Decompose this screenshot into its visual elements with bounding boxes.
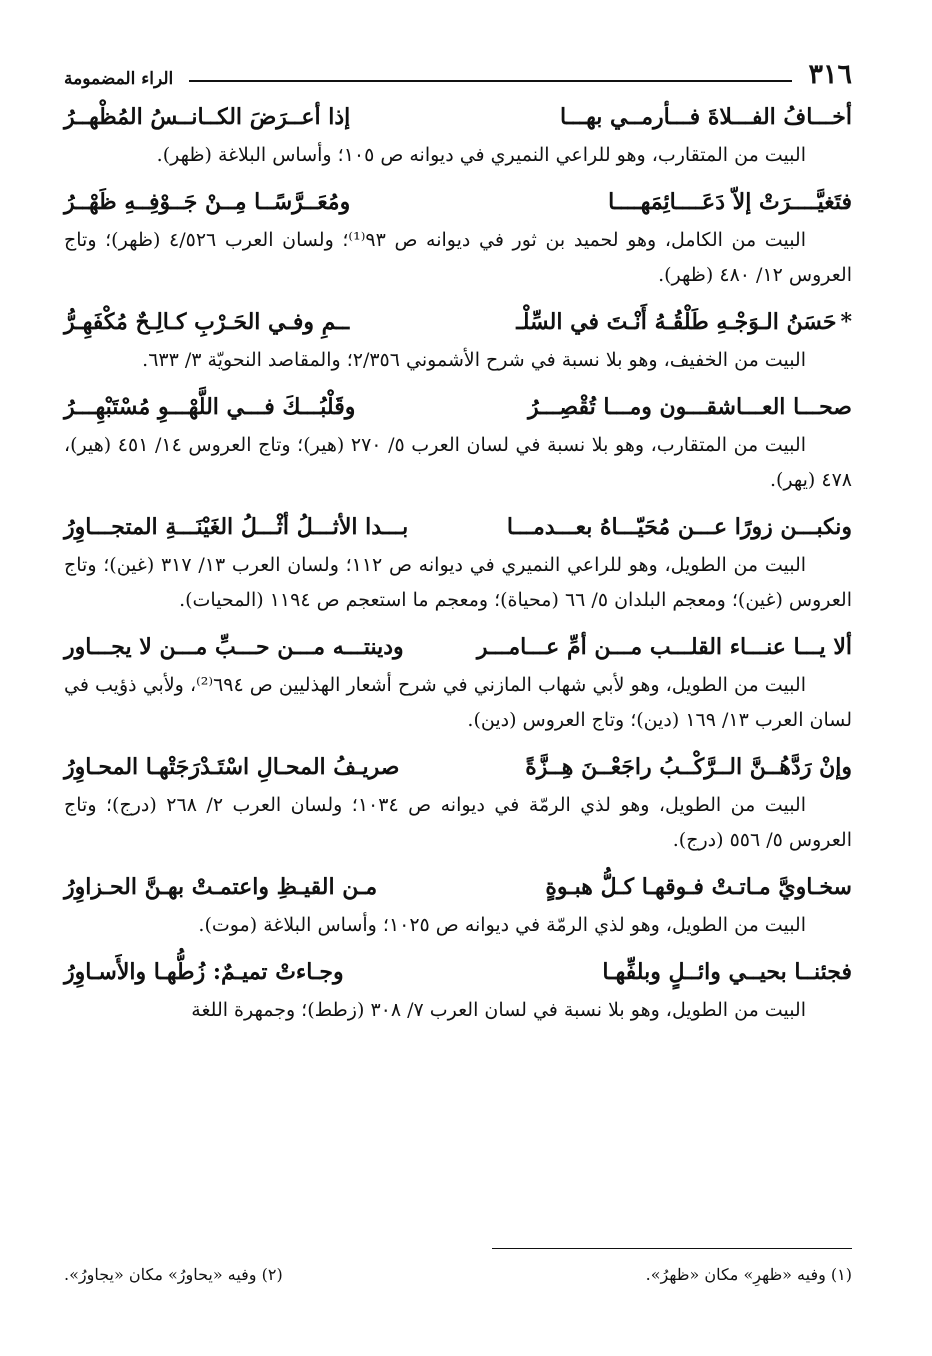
- verse-entry: [64, 626, 852, 738]
- verse-first-text: فتَغيَّــــرَتْ إلاّ دَعَــــائِمَهــــا: [608, 189, 852, 215]
- verse-first-text: سخـاويَّ مـاتـتْ فـوقهـا كـلُّ هبـوةٍ: [545, 874, 852, 900]
- verse-first-hemistich: [477, 626, 852, 668]
- star-marker: *: [840, 309, 852, 335]
- verse-second-hemistich: ــمِ وفـي الحَـرْبِ كـالِـحٌ مُكْفَهِـرُّ: [64, 309, 350, 335]
- verse-line: [64, 626, 852, 668]
- citation-note: البيت من الخفيف، وهو بلا نسبة في شرح الأشموني ٢/٣٥٦؛ والمقاصد النحويّة ٣/ ٦٣٣.: [142, 349, 806, 371]
- footnote-rule: [492, 1248, 852, 1249]
- citation-note: البيت من الكامل، وهو لحميد بن ثور في ديوانه ص ٩٣⁽¹⁾؛ ولسان العرب ٤/٥٢٦ (ظهر)؛ وتاج العروس ١٢/ ٤٨٠ (ظهر).: [64, 229, 852, 286]
- verse-second-hemistich: وجـاءتْ تميـمٌ: زُطُّهـا والأَسـاوِرُ: [64, 959, 344, 985]
- verse-first-text: أخـــافُ الفـــلاةَ فـــأرمــي بهـــا: [560, 104, 852, 130]
- verse-entry: [64, 96, 852, 173]
- verse-second-hemistich: صريـفُ المحـالِ اسْتَـدْرَجَتْهـا المحـاوِرُ: [64, 754, 400, 780]
- running-title: الراء المضمومة: [64, 69, 174, 89]
- verse-entry: [64, 386, 852, 498]
- verse-second-hemistich: ومُعَــرَّسًــا مِــنْ جَــوْفِــهِ ظَهْــرُ: [64, 189, 351, 215]
- footnote-2: (٢) وفيه «يحاورُ» مكان «يجاورُ».: [64, 1265, 283, 1284]
- verse-first-text: ألا يـــا عنـــاء القلـــب مـــن أمِّ عـــامـــر: [476, 634, 852, 660]
- verse-entry: [64, 746, 852, 858]
- verse-second-hemistich: بـــدا الأثـــلُ أثْـــلُ الغَيْنَـــةِ المتجـــاوِرُ: [64, 514, 409, 540]
- verse-second-hemistich: مـن القيـظِ واعتمـتْ بهـنَّ الحـزاوِرُ: [64, 874, 378, 900]
- citation-note: البيت من الطويل، وهو لذي الرمّة في ديوانه ص ١٠٢٥؛ وأساس البلاغة (موت).: [198, 914, 806, 936]
- citation-note: البيت من الطويل، وهو لذي الرمّة في ديوانه ص ١٠٣٤؛ ولسان العرب ٢/ ٢٦٨ (درج)؛ وتاج العروس ٥/ ٥٥٦ (درج).: [64, 794, 852, 851]
- verse-first-text: وإنْ رَدَّهُــنَّ الــرَّكْــبُ راجَعْــنَ هِــزَّةً: [525, 754, 852, 780]
- verse-line: [64, 866, 852, 908]
- verse-entry: [64, 301, 852, 378]
- citation-note: البيت من المتقارب، وهو للراعي النميري في ديوانه ص ١٠٥؛ وأساس البلاغة (ظهر).: [156, 144, 806, 166]
- page-number: ٣١٦: [808, 59, 852, 90]
- verse-entry: [64, 181, 852, 293]
- verse-first-hemistich: [608, 181, 852, 223]
- verse-first-hemistich: [560, 96, 852, 138]
- verse-entry: [64, 951, 852, 1028]
- entries-list: [64, 96, 852, 1028]
- citation-note: البيت من الطويل، وهو بلا نسبة في لسان العرب ٧/ ٣٠٨ (زطط)؛ وجمهرة اللغة: [191, 999, 806, 1021]
- verse-first-hemistich: [602, 951, 852, 993]
- verse-first-text: صحـــا العـــاشقـــون ومـــا تُقْصِـــرُ: [527, 394, 852, 420]
- header-rule: [189, 80, 792, 82]
- verse-first-hemistich: [525, 746, 852, 788]
- footnote-row: [64, 1263, 852, 1287]
- footnote-1: (١) وفيه «ظهرِ» مكان «ظهرُ».: [645, 1265, 852, 1284]
- footnotes: [64, 1248, 852, 1287]
- verse-first-text: ونكبـــن زورًا عـــن مُحَيّـــاهُ بعـــدمـــا: [506, 514, 852, 540]
- citation-note: البيت من المتقارب، وهو بلا نسبة في لسان العرب ٥/ ٢٧٠ (هير)؛ وتاج العروس ١٤/ ٤٥١ (هير)، ٤٧٨ (يهر).: [64, 434, 852, 491]
- citation-note: البيت من الطويل، وهو لأبي شهاب المازني في شرح أشعار الهذليين ص ٦٩٤⁽²⁾، ولأبي ذؤيب في لسان العرب ١٣/ ١٦٩ (دين)؛ وتاج العروس (دين).: [64, 674, 852, 731]
- verse-line: [64, 181, 852, 223]
- verse-line: [64, 951, 852, 993]
- verse-first-hemistich: [528, 386, 852, 428]
- verse-line: [64, 746, 852, 788]
- verse-second-hemistich: ودينتـــه مـــن حـــبِّ مـــن لا يجـــاور: [64, 634, 404, 660]
- verse-line: [64, 301, 852, 343]
- verse-entry: [64, 866, 852, 943]
- verse-first-text: فجئنــا بحيــي وائــلٍ وبلفِّهـا: [602, 959, 852, 985]
- verse-first-text: حَسَنُ الـوَجْـهِ طَلْقُـهُ أَنْـتَ في السِّلْـ: [516, 309, 837, 335]
- verse-entry: [64, 506, 852, 618]
- page: [64, 48, 852, 1028]
- verse-line: [64, 386, 852, 428]
- verse-second-hemistich: وقَلْبُـــكَ فـــي اللَّهْـــوِ مُسْتَبْهِـــرُ: [64, 394, 356, 420]
- citation-note: البيت من الطويل، وهو للراعي النميري في ديوانه ص ١١٢؛ ولسان العرب ١٣/ ٣١٧ (غين)؛ وتاج العروس (غين)؛ ومعجم البلدان ٥/ ٦٦ (محياة)؛ ومعجم ما استعجم ص ١١٩٤ (المحيات).: [64, 554, 852, 611]
- verse-line: [64, 96, 852, 138]
- verse-first-hemistich: [545, 866, 852, 908]
- page-header: [64, 48, 852, 88]
- verse-line: [64, 506, 852, 548]
- verse-first-hemistich: [507, 506, 852, 548]
- verse-first-hemistich: [516, 301, 852, 343]
- verse-second-hemistich: إذا أعــرَضَ الكــانــسُ المُظْهــرُ: [64, 104, 351, 130]
